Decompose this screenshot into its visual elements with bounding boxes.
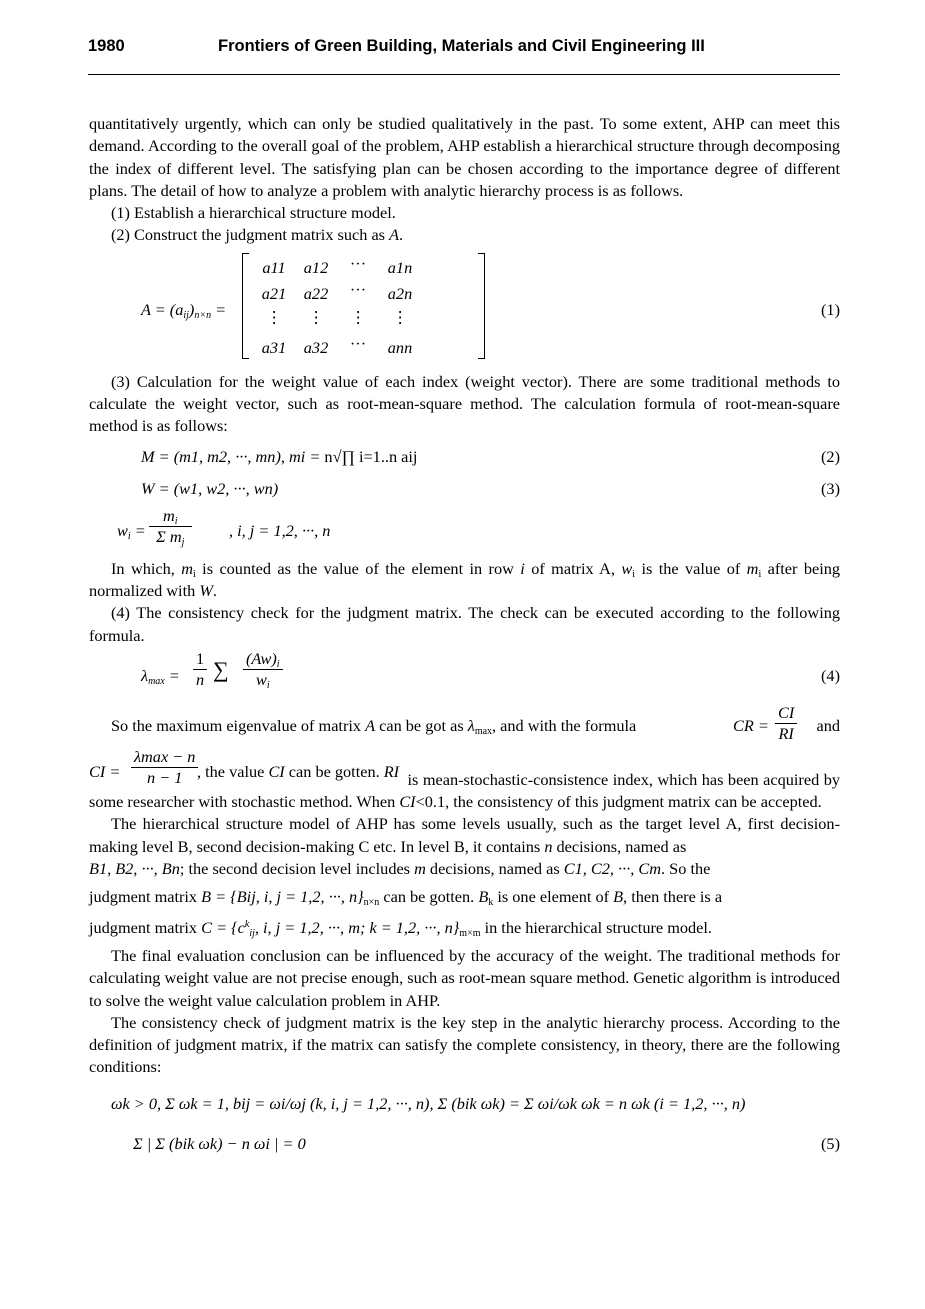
- paragraph-ci: CI = λmax − n n − 1 , the value CI can be gotten. RI: [89, 746, 400, 787]
- journal-title: Frontiers of Green Building, Materials and Civil Engineering III: [218, 37, 705, 55]
- equation-4: $\lambda_{max}$ = $\frac{1}{n}$ ∑ $\frac{(Aw)_i}{w_i}$ (4): [141, 648, 840, 691]
- step-2: (2) Construct the judgment matrix such as A.: [111, 225, 404, 245]
- equation-number-5: (5): [821, 1133, 840, 1153]
- paragraph-final: The final evaluation conclusion can be influenced by the accuracy of the weight. The traditional methods for calculating weight value are not precise enough, such as root-mean square method. Genetic algorithm is introduced to solve the weight value calculation problem in AHP.: [89, 945, 840, 1010]
- paragraph-ci-cont: is mean-stochastic-consistence index, which has been acquired by some researcher with stochastic method. When CI<0.1, the consistency of this judgment matrix can be accepted.: [89, 769, 840, 812]
- step-4: (4) The consistency check for the judgment matrix. The check can be executed according to the following formula.: [89, 603, 840, 645]
- page-header: [88, 34, 840, 75]
- equation-2: M = (m1, m2, ···, mn), mi = n√∏ i=1..n aij (2): [89, 438, 840, 476]
- paragraph-consistency: The consistency check of judgment matrix is the key step in the analytic hierarchy process. According to the definition of judgment matrix, if the matrix can satisfy the complete consistency, in theory, there are the following conditions:: [89, 1012, 840, 1077]
- equation-number-1: (1): [821, 299, 840, 319]
- paragraph-so: So the maximum eigenvalue of matrix A can be got as $\lambda_{max}$, and with the formula CR = $\frac{CI}{RI}$ and: [111, 702, 840, 743]
- equation-number-2: (2): [821, 446, 840, 466]
- paragraph-judgment-c: judgment matrix $C = \{c^k_{ij}$, i, j = 1,2, ···, m; k = 1,2, ···, $n\}_{m\times m}$ in the hierarchical structure model.: [89, 917, 712, 939]
- paragraph-intro: quantitatively urgently, which can only be studied qualitatively in the past. To some extent, AHP can meet this demand. According to the overall goal of the problem, AHP establish a hierarchical structure through decomposing the index of different level. The satisfying plan can be chosen according to the importance degree of different plans. The detail of how to analyze a problem with analytic hierarchy process is as follows.: [89, 114, 840, 200]
- equation-number-4: (4): [821, 665, 840, 685]
- equation-3: W = (w1, w2, ···, wn) (3): [89, 476, 840, 506]
- step-3: (3) Calculation for the weight value of each index (weight vector). There are some traditional methods to calculate the weight vector, such as root-mean-square method. The calculation formula of root-mean-square method is as follows:: [89, 371, 840, 436]
- paragraph-in-which: In which, $m_i$ is counted as the value of the element in row i of matrix A, $w_i$ is the value of $m_i$ after being normalized with W.: [89, 558, 841, 600]
- page-number: 1980: [88, 37, 125, 55]
- article-body: [89, 113, 840, 1159]
- judgment-matrix: a11 a12 ··· a1n a21 a22 ··· a2n ⋮ ⋮ ⋮ ⋮ a31 a32 ··· ann: [242, 251, 485, 361]
- equation-5: Σ | Σ (bik ωk) − n ωi | = 0 (5): [89, 1129, 840, 1159]
- equation-weight: $w_i$ = $\frac{m_i}{\Sigma m_j}$ , i, j = 1,2, ···, n: [117, 505, 331, 548]
- paragraph-hierarchy: The hierarchical structure model of AHP has some levels usually, such as the target level A, first decision-making level B, second decision-making C etc. In level B, it contains n decisions, named as B1, B2, ···, Bn; the second decision level includes m decisions, named as C1, C2, ···, Cm. So the: [89, 814, 840, 879]
- equation-1: $A = (a_{ij})_{n\times n}$ = a11 a12 ··· a1n a21 a22 ··· a2n ⋮ ⋮ ⋮ ⋮ a31 a32 ··· ann (1): [89, 247, 840, 371]
- step-1: (1) Establish a hierarchical structure model.: [111, 203, 396, 223]
- equation-number-3: (3): [821, 478, 840, 498]
- equation-conditions: ωk > 0, Σ ωk = 1, bij = ωi/ωj (k, i, j = 1,2, ···, n), Σ (bik ωk) = Σ ωi/ωk ωk = n ωk (i = 1,2, ···, n): [111, 1093, 746, 1113]
- paragraph-judgment-b: judgment matrix B = {Bij, i, j = 1,2, ···, $n\}_{n\times n}$ can be gotten. $B_k$ is one element of B, then there is a: [89, 887, 723, 909]
